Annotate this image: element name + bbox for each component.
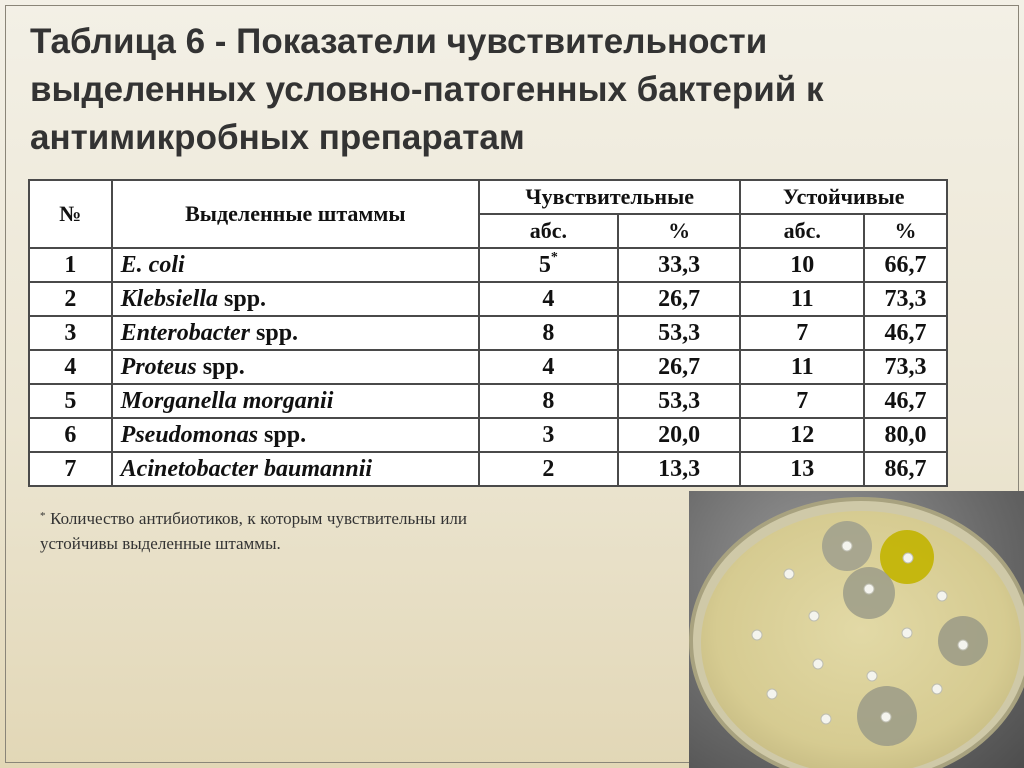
header-sensitive: Чувствительные [479,180,740,214]
header-sensitive-abs: абс. [479,214,618,248]
header-num: № [29,180,112,248]
cell-sensitive-pct: 26,7 [618,350,741,384]
footnote [40,506,467,556]
footnote-mark: * [550,249,558,265]
cell-num: 1 [29,248,112,282]
cell-sensitive-pct: 33,3 [618,248,741,282]
antibiotic-disc [784,569,794,579]
cell-resistant-abs: 11 [740,282,864,316]
cell-resistant-pct: 80,0 [864,418,947,452]
cell-strain [112,418,479,452]
title-line-1: Таблица 6 - Показатели чувствительности [30,22,768,61]
antibiotic-disc [864,584,874,594]
antibiotic-disc [937,591,947,601]
cell-strain [112,248,479,282]
cell-resistant-abs: 11 [740,350,864,384]
header-resistant-abs: абс. [740,214,864,248]
table-row [29,248,947,282]
table-row [29,350,947,384]
cell-sensitive-abs: 4 [479,282,618,316]
antibiotic-disc [867,671,877,681]
header-sensitive-pct: % [618,214,741,248]
cell-resistant-pct: 66,7 [864,248,947,282]
cell-strain [112,452,479,486]
cell-resistant-pct: 46,7 [864,316,947,350]
antibiotic-disc [813,659,823,669]
cell-resistant-abs: 12 [740,418,864,452]
cell-strain [112,316,479,350]
cell-resistant-pct: 73,3 [864,282,947,316]
table-body [29,248,947,486]
cell-strain [112,282,479,316]
strain-name: Pseudomonas [120,421,259,448]
table-row [29,384,947,418]
strain-suffix: spp. [218,285,267,312]
antibiotic-disc [842,541,852,551]
cell-sensitive-pct: 53,3 [618,384,741,418]
title-line-2: выделенных условно-патогенных бактерий к [30,70,824,109]
petri-dish-drawing [689,491,1024,768]
cell-num: 7 [29,452,112,486]
title-line-3: антимикробных препаратам [30,118,525,157]
strain-suffix: spp. [196,353,245,380]
cell-resistant-pct: 73,3 [864,350,947,384]
strain-suffix: spp. [258,421,307,448]
header-resistant-pct: % [864,214,947,248]
petri-dish-photo [689,491,1024,768]
cell-sensitive-abs: 5* [479,248,618,282]
cell-sensitive-pct: 53,3 [618,316,741,350]
antibiotic-disc [821,714,831,724]
cell-num: 5 [29,384,112,418]
strain-name: Proteus [120,353,197,380]
sensitivity-table [28,179,948,487]
cell-sensitive-pct: 13,3 [618,452,741,486]
antibiotic-disc [767,689,777,699]
cell-resistant-abs: 7 [740,316,864,350]
cell-sensitive-pct: 20,0 [618,418,741,452]
strain-name: E. coli [120,251,185,278]
cell-resistant-pct: 86,7 [864,452,947,486]
cell-sensitive-abs: 3 [479,418,618,452]
antibiotic-disc [958,640,968,650]
table-row [29,316,947,350]
antibiotic-disc [881,712,891,722]
slide-title [30,18,990,162]
cell-strain [112,350,479,384]
footnote-asterisk: * [40,510,46,522]
antibiotic-disc [809,611,819,621]
strain-name: Enterobacter [120,319,250,346]
cell-sensitive-abs: 8 [479,316,618,350]
cell-sensitive-abs: 4 [479,350,618,384]
cell-num: 6 [29,418,112,452]
cell-resistant-abs: 13 [740,452,864,486]
antibiotic-disc [902,628,912,638]
cell-sensitive-abs: 2 [479,452,618,486]
table-row [29,452,947,486]
header-strain: Выделенные штаммы [112,180,479,248]
cell-num: 3 [29,316,112,350]
cell-resistant-abs: 7 [740,384,864,418]
antibiotic-disc [932,684,942,694]
antibiotic-disc [752,630,762,640]
table-row [29,418,947,452]
cell-num: 4 [29,350,112,384]
cell-sensitive-abs: 8 [479,384,618,418]
antibiotic-disc [903,553,913,563]
header-resistant: Устойчивые [740,180,947,214]
cell-resistant-pct: 46,7 [864,384,947,418]
strain-name: Klebsiella [120,285,218,312]
strain-name: Morganella morganii [120,387,334,414]
table-row [29,282,947,316]
cell-resistant-abs: 10 [740,248,864,282]
cell-strain [112,384,479,418]
cell-num: 2 [29,282,112,316]
footnote-text: Количество антибиотиков, к которым чувствительны или устойчивы выделенные штаммы. [40,509,467,553]
cell-sensitive-pct: 26,7 [618,282,741,316]
strain-name: Acinetobacter baumannii [120,455,373,482]
strain-suffix: spp. [250,319,299,346]
